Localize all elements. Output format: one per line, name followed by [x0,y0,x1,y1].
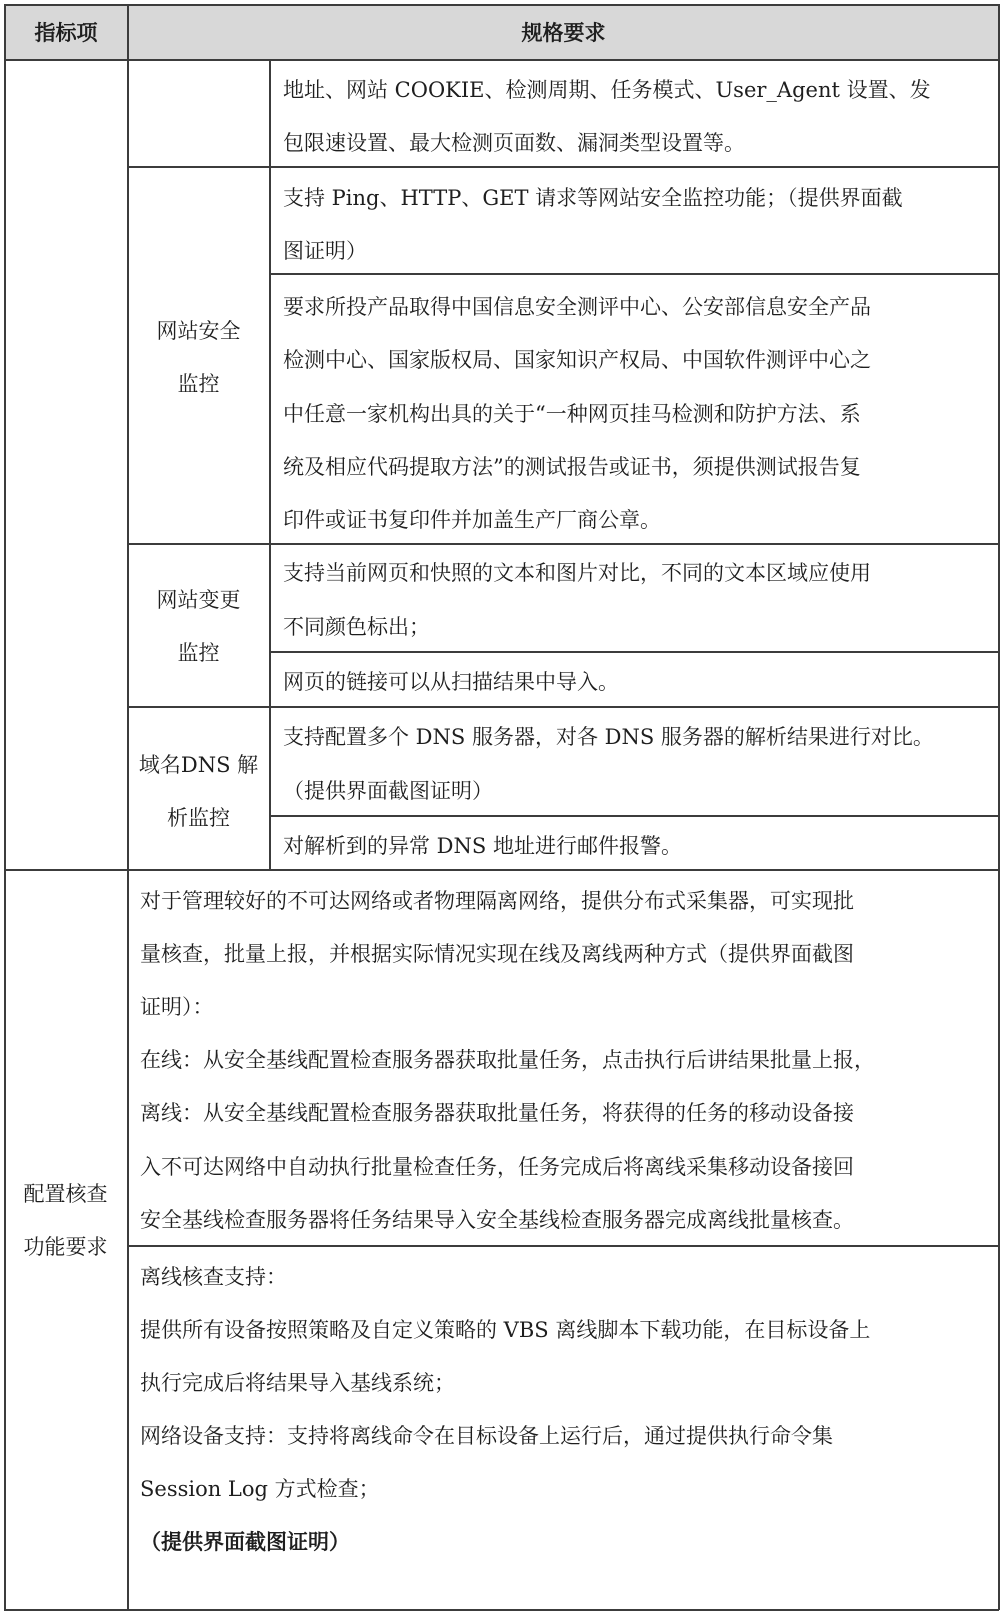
text-line: 统及相应代码提取方法”的测试报告或证书，须提供测试报告复 [283,455,861,479]
header-col1: 指标项 [34,21,98,45]
site-change-requirement-1 [283,543,995,651]
text-line: 网络设备支持：支持将离线命令在目标设备上运行后，通过提供执行命令集 [140,1424,833,1448]
config-check-requirement-1 [140,869,995,1245]
text-line: 安全基线检查服务器将任务结果导入安全基线检查服务器完成离线批量核查。 [140,1208,854,1232]
text-line: 包限速设置、最大检测页面数、漏洞类型设置等。 [283,131,745,155]
text-line: 证明）： [140,995,214,1019]
label-line: 功能要求 [23,1235,108,1259]
text-line: 支持当前网页和快照的文本和图片对比，不同的文本区域应使用 [283,561,871,585]
text-line: 在线：从安全基线配置检查服务器获取批量任务，点击执行后讲结果批量上报， [140,1048,875,1072]
config-check-label [4,869,127,1609]
text-line: 对于管理较好的不可达网络或者物理隔离网络，提供分布式采集器，可实现批 [140,889,854,913]
config-check-requirement-2 [140,1245,995,1609]
label-line: 监控 [177,641,220,665]
site-change-requirement-2 [283,651,995,706]
text-line: 印件或证书复印件并加盖生产厂商公章。 [283,508,661,532]
text-line: 量核查，批量上报，并根据实际情况实现在线及离线两种方式（提供界面截图 [140,942,854,966]
text-line: 支持配置多个 DNS 服务器，对各 DNS 服务器的解析结果进行对比。 [283,725,934,749]
site-security-label [128,166,269,543]
text-line: 图证明） [283,239,367,263]
text-line: 地址、网站 COOKIE、检测周期、任务模式、User_Agent 设置、发 [283,78,931,102]
label-line: 配置核查 [23,1182,108,1206]
dns-requirement-2 [283,815,995,869]
text-line: 中任意一家机构出具的关于“一种网页挂马检测和防护方法、系 [283,402,861,426]
text-line: 要求所投产品取得中国信息安全测评中心、公安部信息安全产品 [283,295,871,319]
text-line: Session Log 方式检查； [140,1477,380,1501]
grid-line [998,4,1000,1610]
label-line: 网站变更 [156,588,241,612]
text-line: 执行完成后将结果导入基线系统； [140,1371,455,1395]
text-line: 提供所有设备按照策略及自定义策略的 VBS 离线脚本下载功能，在目标设备上 [140,1318,871,1342]
text-line: 对解析到的异常 DNS 地址进行邮件报警。 [283,834,682,858]
text-line: 不同颜色标出； [283,615,430,639]
text-line: 离线：从安全基线配置检查服务器获取批量任务，将获得的任务的移动设备接 [140,1101,854,1125]
header-col2: 规格要求 [521,21,606,45]
grid-line [269,59,271,870]
dns-label [128,706,269,869]
text-line: 网页的链接可以从扫描结果中导入。 [283,670,619,694]
grid-line [4,1609,999,1611]
label-line: 网站安全 [156,319,241,343]
continuation-requirement [283,59,995,166]
screenshot-proof-note: （提供界面截图证明） [140,1529,350,1554]
site-change-label [128,543,269,706]
text-line: 支持 Ping、HTTP、GET 请求等网站安全监控功能；（提供界面截 [283,186,903,210]
grid-line [4,4,999,6]
text-line: 入不可达网络中自动执行批量检查任务，任务完成后将离线采集移动设备接回 [140,1155,854,1179]
label-line: 析监控 [167,806,230,830]
site-security-requirement-2 [283,273,995,543]
label-line: 监控 [177,372,220,396]
text-line: 离线核查支持： [140,1265,287,1289]
site-security-requirement-1 [283,166,995,273]
text-line: 检测中心、国家版权局、国家知识产权局、中国软件测评中心之 [283,348,871,372]
label-line: 域名DNS 解 [138,753,259,777]
text-line: （提供界面截图证明） [283,779,493,803]
dns-requirement-1 [283,706,995,815]
